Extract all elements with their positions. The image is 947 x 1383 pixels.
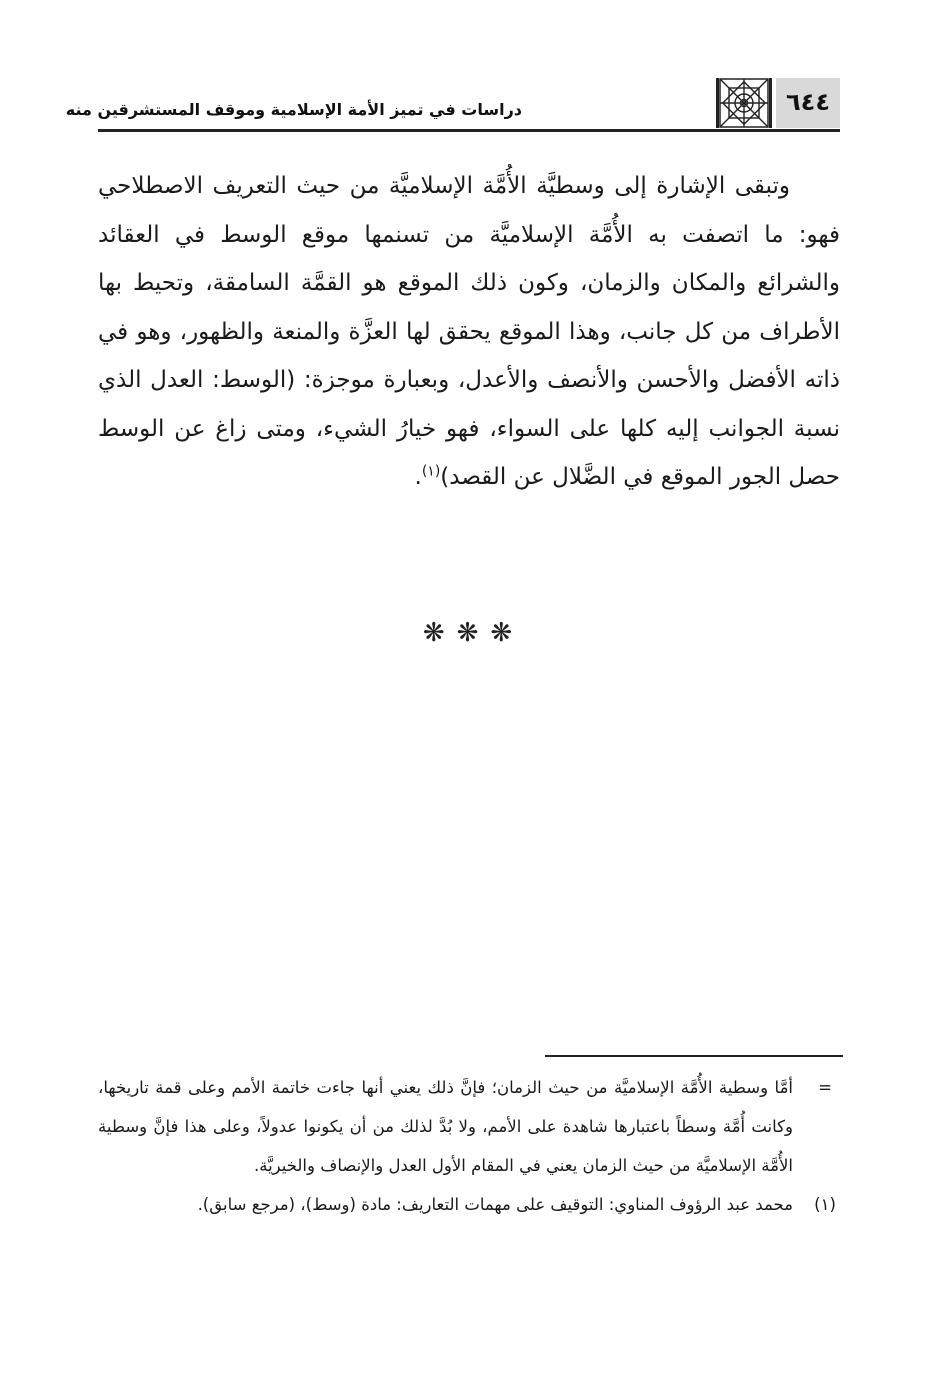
footnote-marker: = [818,1078,832,1097]
page-number: ٦٤٤ [786,88,830,116]
footnotes [98,1068,845,1224]
paragraph-ending: . [414,464,422,490]
paragraph-text: وتبقى الإشارة إلى وسطيَّة الأُمَّة الإسلاميَّة من حيث التعريف الاصطلاحي فهو: ما اتصفت به الأُمَّة الإسلاميَّة من تسنمها موقع الوسط في العقائد والشرائع والمكان والزمان، وكون ذلك الموقع هو القمَّة السامقة، وتحيط بها الأطراف من كل جانب، وهذا الموقع يحقق لها العزَّة والمنعة والظهور، وهو في ذاته الأفضل والأحسن والأنصف والأعدل، وبعبارة موجزة: (الوسط: العدل الذي نسبة الجوانب إليه كلها على السواء، فهو خيارُ الشيء، ومتى زاغ عن الوسط حصل الجور الموقع في الضَّلال عن القصد) [98,173,840,490]
page-header [65,76,840,132]
footnote-rule [545,1055,843,1057]
body-paragraph [98,162,840,502]
header-rule [98,129,840,132]
footnote-text: أمَّا وسطية الأُمَّة الإسلاميَّة من حيث الزمان؛ فإنَّ ذلك يعني أنها جاءت خاتمة الأمم وعلى قمة تاريخها، وكانت أُمَّة وسطاً باعتبارها شاهدة على الأمم، ولا بُدَّ لذلك من أن يكونوا عدولاً، وعلى هذا فإنَّ وسطية الأُمَّة الإسلاميَّة من حيث الزمان يعني في المقام الأول العدل والإنصاف والخيريَّة. [98,1078,793,1175]
running-title: دراسات في تميز الأمة الإسلامية وموقف المستشرقين منه [65,100,522,119]
footnote-text: محمد عبد الرؤوف المناوي: التوقيف على مهمات التعاريف: مادة (وسط)، (مرجع سابق). [197,1195,793,1214]
page-number-box [776,78,840,128]
arabesque-ornament-icon [716,78,772,128]
footnote-marker: (١) [814,1195,836,1214]
footnote-continuation [98,1068,845,1185]
section-separator: ❋❋❋ [422,618,525,648]
footnote-item [98,1185,845,1224]
footnote-reference: (١) [421,463,441,480]
